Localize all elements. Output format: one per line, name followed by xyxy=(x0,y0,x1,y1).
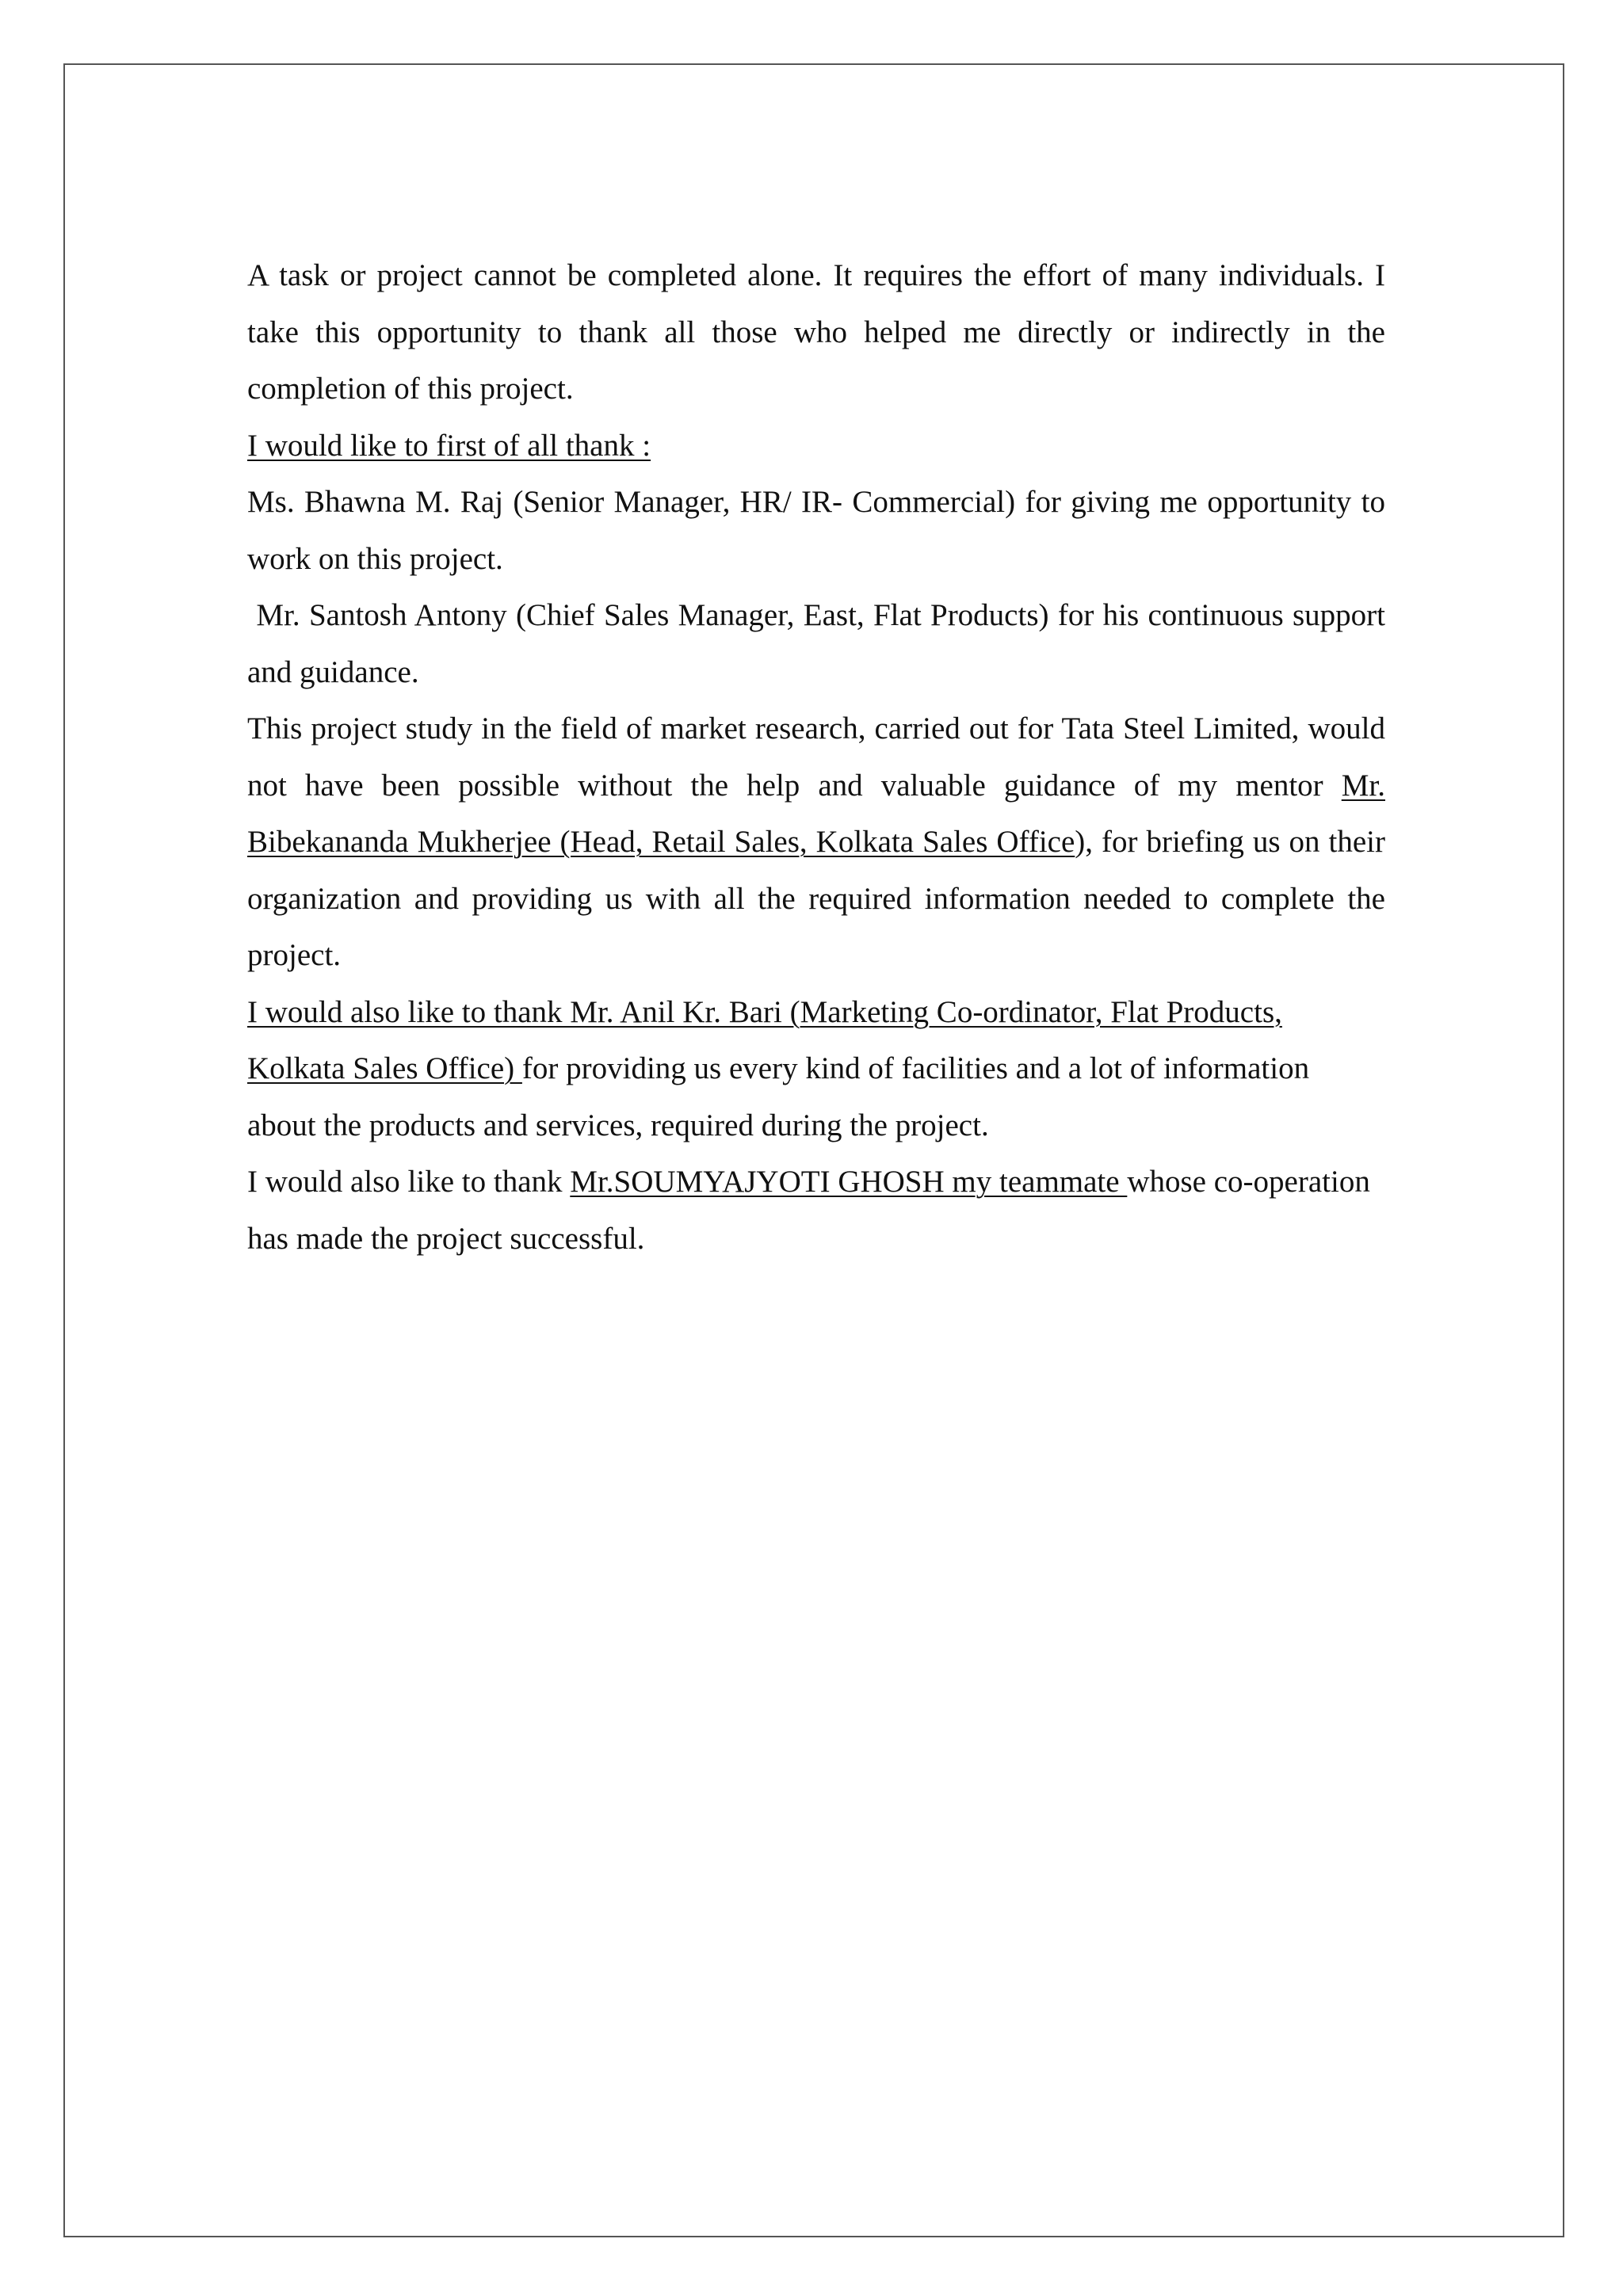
mentor-paragraph xyxy=(247,700,1385,984)
thanks-bhawna-paragraph: Ms. Bhawna M. Raj (Senior Manager, HR/ IR- Commercial) for giving me opportunity to work on this project. xyxy=(247,485,1385,576)
teammate-name-text: Mr.SOUMYAJYOTI GHOSH my teammate xyxy=(570,1165,1128,1199)
thanks-anil-paragraph xyxy=(247,984,1385,1154)
thanks-teammate-paragraph xyxy=(247,1154,1385,1267)
mentor-closing-text: ), for briefing us on their organization and providing us with all the required information needed to complete the project. xyxy=(247,825,1385,972)
acknowledgement-body xyxy=(247,247,1393,1267)
thanks-anil-text: I would also like to thank Mr. Anil Kr. Bari (Marketing Co-ordinator, Flat Products, Kolkata Sales Office) xyxy=(247,994,1282,1085)
thanks-anil-closing-text: for providing us every kind of facilities and a lot of information about the products and services, required during the project. xyxy=(247,1051,1310,1142)
thanks-santosh-paragraph: Mr. Santosh Antony (Chief Sales Manager, East, Flat Products) for his continuous support and guidance. xyxy=(247,598,1393,689)
mentor-intro-text: This project study in the field of market research, carried out for Tata Steel Limited, would not have been possible without the help and valuable guidance of my mentor xyxy=(247,711,1385,803)
thanks-heading-text: I would like to first of all thank : xyxy=(247,428,651,463)
intro-paragraph: A task or project cannot be completed alone. It requires the effort of many individuals. I take this opportunity to thank all those who helped me directly or indirectly in the completion of this project. xyxy=(247,258,1385,406)
mentor-name-text: Mr. Bibekananda Mukherjee (Head, Retail Sales, Kolkata Sales Office xyxy=(247,768,1385,859)
thanks-teammate-intro-text: I would also like to thank xyxy=(247,1165,571,1199)
thanks-teammate-closing-text: whose co-operation has made the project successful. xyxy=(247,1165,1370,1256)
thanks-heading xyxy=(247,418,1385,475)
